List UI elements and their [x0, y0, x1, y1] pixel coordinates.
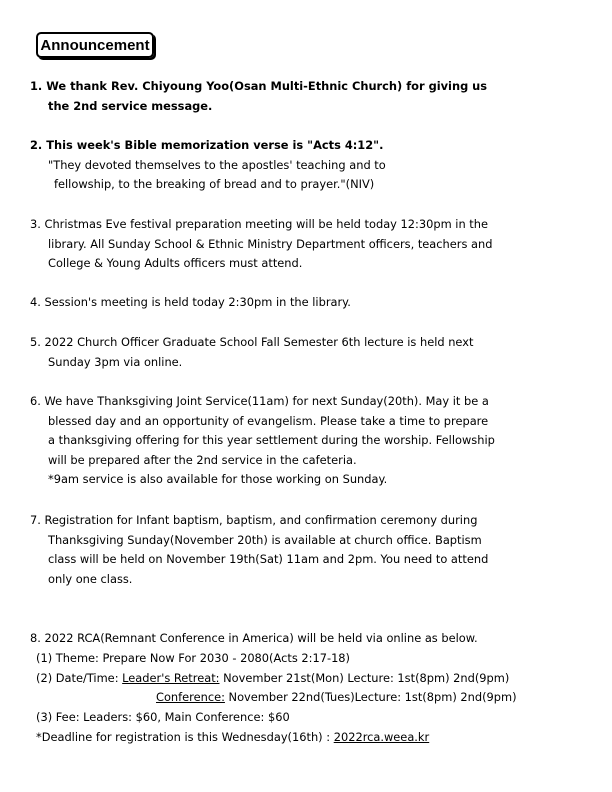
rca-theme: (1) Theme: Prepare Now For 2030 - 2080(Acts 2:17-18) [36, 651, 351, 665]
announcement-item-5 [30, 333, 590, 372]
item-line: Thanksgiving Sunday(November 20th) is available at church office. Baptism [48, 532, 482, 547]
rca-deadline [36, 728, 429, 748]
deadline-text: *Deadline for registration is this Wednesday(16th) : [36, 730, 334, 744]
item-line: 2. This week's Bible memorization verse is "Acts 4:12". [30, 138, 384, 152]
item-line: 5. 2022 Church Officer Graduate School Fall Semester 6th lecture is held next [30, 335, 474, 349]
item-line: will be prepared after the 2nd service in the cafeteria. [48, 452, 357, 467]
item-line: 1. We thank Rev. Chiyoung Yoo(Osan Multi-Ethnic Church) for giving us [30, 79, 488, 93]
item-line: library. All Sunday School & Ethnic Ministry Department officers, teachers and [48, 236, 493, 251]
conference-value: November 22nd(Tues)Lecture: 1st(8pm) 2nd(9pm) [224, 690, 517, 704]
rca-datetime-retreat [36, 669, 509, 689]
page-title: Announcement [40, 36, 150, 54]
datetime-label: (2) Date/Time: [36, 671, 123, 685]
announcement-item-1 [30, 77, 590, 116]
item-line: class will be held on November 19th(Sat) 11am and 2pm. You need to attend [48, 552, 489, 566]
announcement-item-6 [30, 392, 590, 490]
item-line: *9am service is also available for those working on Sunday. [48, 472, 388, 486]
leaders-retreat-value: November 21st(Mon) Lecture: 1st(8pm) 2nd(9pm) [219, 671, 510, 685]
announcement-item-2 [30, 136, 590, 195]
rca-fee: (3) Fee: Leaders: $60, Main Conference: $60 [36, 710, 290, 724]
rca-datetime-conference [156, 688, 517, 708]
item-line: blessed day and an opportunity of evangelism. Please take a time to prepare [48, 413, 489, 428]
item-line: 7. Registration for Infant baptism, baptism, and confirmation ceremony during [30, 513, 478, 527]
leaders-retreat-label: Leader's Retreat: [122, 671, 220, 685]
announcement-item-8 [30, 629, 590, 649]
announcement-item-7 [30, 511, 590, 589]
announcement-item-3 [30, 215, 590, 274]
conference-label: Conference: [156, 690, 225, 704]
registration-link[interactable]: 2022rca.weea.kr [333, 730, 430, 744]
verse-line: "They devoted themselves to the apostles' teaching and to [48, 157, 386, 172]
item-line: only one class. [48, 571, 133, 586]
item-line: 6. We have Thanksgiving Joint Service(11am) for next Sunday(20th). May it be a [30, 394, 489, 408]
announcement-title-box [36, 32, 154, 58]
item-line: College & Young Adults officers must attend. [48, 256, 303, 270]
item-line: 3. Christmas Eve festival preparation meeting will be held today 12:30pm in the [30, 217, 489, 231]
item-line: the 2nd service message. [48, 98, 213, 113]
item-line: 8. 2022 RCA(Remnant Conference in America) will be held via online as below. [30, 631, 478, 645]
item-line: a thanksgiving offering for this year settlement during the worship. Fellowship [48, 433, 495, 447]
item-line: Sunday 3pm via online. [48, 354, 183, 369]
item-line: 4. Session's meeting is held today 2:30pm in the library. [30, 295, 351, 309]
announcement-item-4 [30, 293, 590, 313]
verse-line: fellowship, to the breaking of bread and to prayer."(NIV) [54, 177, 375, 191]
